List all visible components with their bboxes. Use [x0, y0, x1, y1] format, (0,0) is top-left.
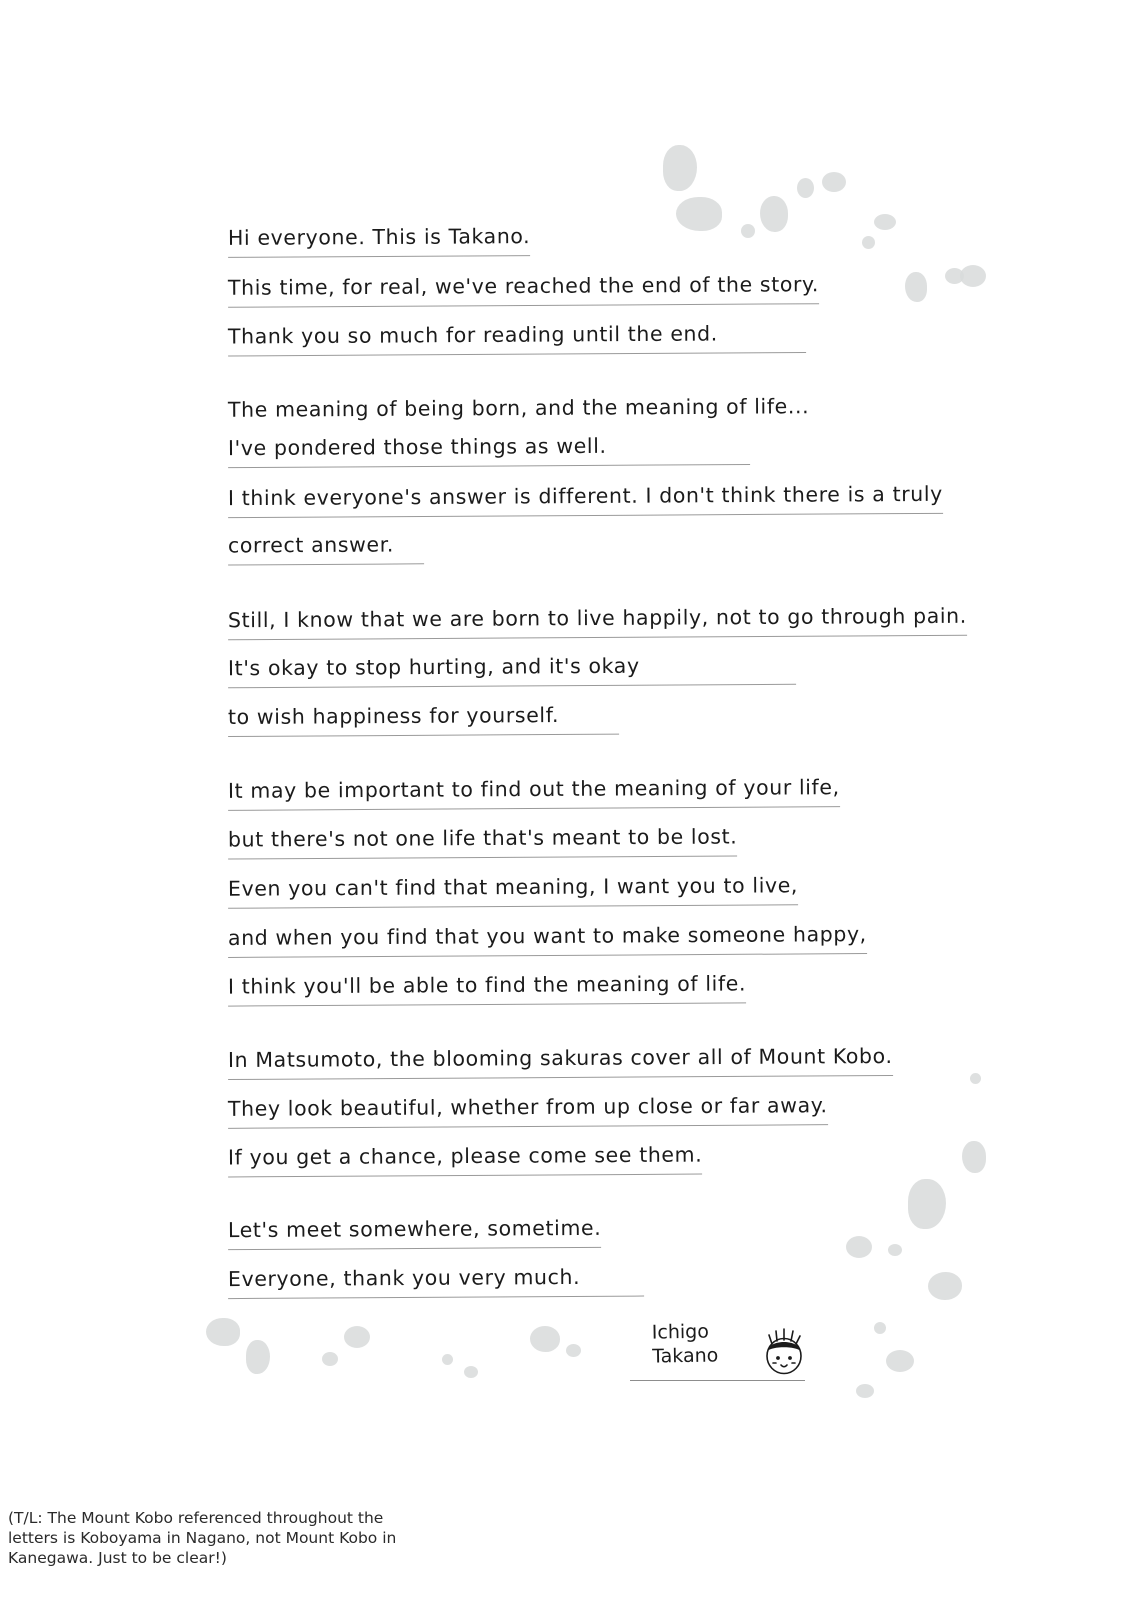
- letter-line: correct answer.: [228, 529, 394, 565]
- letter-line: I think everyone's answer is different. I don't think there is a truly: [228, 479, 943, 518]
- chibi-face-icon: [756, 1322, 812, 1380]
- paragraph-finding-meaning: [228, 774, 1018, 1005]
- ink-blot: [886, 1350, 914, 1372]
- ink-blot: [874, 1322, 886, 1334]
- paragraph-meaning-of-life: [228, 393, 1018, 565]
- letter-line: Even you can't find that meaning, I want you to live,: [228, 870, 798, 908]
- letter-line: It's okay to stop hurting, and it's okay: [228, 651, 640, 689]
- letter-line: This time, for real, we've reached the end of the story.: [228, 269, 819, 308]
- letter-line: Thank you so much for reading until the end.: [228, 319, 718, 357]
- ink-blot: [442, 1354, 453, 1365]
- letter-line: If you get a chance, please come see them.: [228, 1140, 703, 1178]
- letter-line: Hi everyone. This is Takano.: [228, 221, 530, 258]
- ink-blot: [344, 1326, 370, 1348]
- letter-line: The meaning of being born, and the meaning of life...: [227, 394, 810, 422]
- paragraph-greeting: [228, 222, 1018, 355]
- ink-blot: [663, 145, 697, 191]
- signature-name: [652, 1319, 719, 1368]
- letter-line: but there's not one life that's meant to be lost.: [228, 821, 738, 859]
- letter-line: It may be important to find out the meaning of your life,: [228, 772, 840, 811]
- paragraph-happiness: [228, 603, 1018, 736]
- signature-rule: [630, 1380, 805, 1381]
- ink-blot: [246, 1340, 270, 1374]
- letter-line: and when you find that you want to make someone happy,: [228, 919, 867, 958]
- ink-blot: [530, 1326, 560, 1352]
- ink-blot: [797, 178, 814, 198]
- ink-blot: [822, 172, 846, 192]
- letter-line: to wish happiness for yourself.: [228, 700, 559, 737]
- letter-line: I think you'll be able to find the meaning of life.: [228, 968, 746, 1006]
- letter-body: [228, 222, 1018, 1312]
- ink-blot: [464, 1366, 478, 1378]
- signature-name-line1: Ichigo: [651, 1320, 710, 1344]
- translator-note: (T/L: The Mount Kobo referenced throughout the letters is Koboyama in Nagano, not Mount Kobo in Kanegawa. Just to be clear!): [8, 1509, 397, 1567]
- letter-line: Let's meet somewhere, sometime.: [228, 1213, 602, 1250]
- letter-line: Everyone, thank you very much.: [228, 1262, 580, 1299]
- signature-name-line2: Takano: [652, 1344, 719, 1368]
- letter-line: I've pondered those things as well.: [228, 431, 607, 468]
- paragraph-farewell: [228, 1214, 1018, 1298]
- letter-line: Still, I know that we are born to live happily, not to go through pain.: [228, 601, 967, 641]
- signature-block: [630, 1318, 860, 1388]
- letter-line: In Matsumoto, the blooming sakuras cover all of Mount Kobo.: [228, 1041, 893, 1080]
- paragraph-matsumoto-sakura: [228, 1043, 1018, 1176]
- letter-line: They look beautiful, whether from up close or far away.: [228, 1090, 828, 1129]
- ink-blot: [566, 1344, 581, 1357]
- ink-blot: [206, 1318, 240, 1346]
- ink-blot: [322, 1352, 338, 1366]
